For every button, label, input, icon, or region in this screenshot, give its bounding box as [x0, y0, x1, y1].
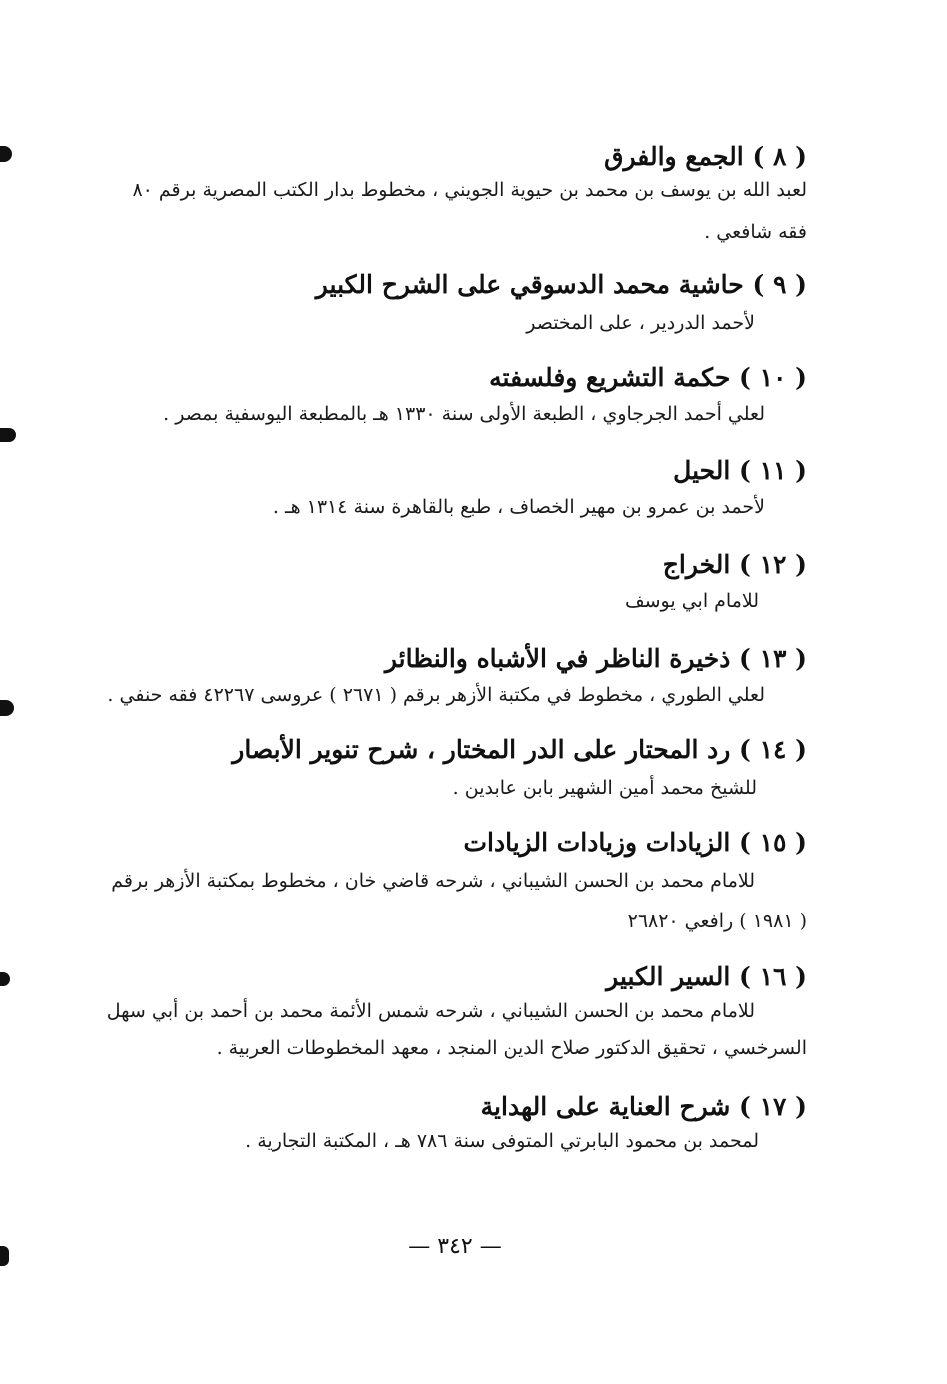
- entry-title: الجمع والفرق: [604, 142, 744, 171]
- entry-number: ( ١٤ ): [739, 735, 807, 764]
- bibliography-entry: [117, 361, 807, 436]
- entry-number: ( ١٦ ): [739, 962, 807, 991]
- bibliography-entry: [106, 960, 807, 1070]
- entry-description-line: لمحمد بن محمود البابرتي المتوفى سنة ٧٨٦ هـ ، المكتبة التجارية .: [245, 1130, 759, 1152]
- margin-mark-4: [0, 972, 10, 986]
- entry-title: الخراج: [662, 550, 731, 579]
- entry-number: ( ١٢ ): [739, 550, 807, 579]
- entry-description-line: لأحمد بن عمرو بن مهير الخصاف ، طبع بالقاهرة سنة ١٣١٤ هـ .: [272, 496, 765, 518]
- entry-heading: [673, 454, 807, 488]
- entry-description-line: لعلي أحمد الجرجاوي ، الطبعة الأولى سنة ١٣٣٠ هـ بالمطبعة اليوسفية بمصر .: [163, 403, 765, 425]
- entry-description-line: لعلي الطوري ، مخطوط في مكتبة الأزهر برقم ( ٢٦٧١ ) عروسى ٤٢٢٦٧ فقه حنفي .: [107, 684, 765, 706]
- entry-title: السير الكبير: [606, 962, 731, 991]
- entry-description-line: ( ١٩٨١ ) رافعي ٢٦٨٢٠: [627, 910, 807, 932]
- entry-title: ذخيرة الناظر في الأشباه والنظائر: [384, 644, 731, 673]
- entry-description-line: للامام ابي يوسف: [624, 590, 759, 612]
- entry-heading: [663, 548, 807, 582]
- entry-heading: [481, 1090, 807, 1124]
- entry-number: ( ١١ ): [739, 456, 807, 485]
- entry-description-line: للامام محمد بن الحسن الشيباني ، شرحه قاضي خان ، مخطوط بمكتبة الأزهر برقم: [111, 870, 755, 892]
- entry-heading: [604, 140, 807, 174]
- entry-heading: [606, 960, 807, 994]
- entry-heading: [489, 361, 807, 395]
- entry-description-line: لأحمد الدردير ، على المختصر: [526, 312, 755, 334]
- entry-description-line: فقه شافعي .: [704, 221, 807, 243]
- margin-mark-1: [0, 146, 12, 162]
- entry-title: الزيادات وزيادات الزيادات: [463, 828, 731, 857]
- entry-number: ( ٨ ): [752, 142, 807, 171]
- bibliography-entry: [107, 642, 807, 717]
- entry-number: ( ١٠ ): [739, 363, 807, 392]
- margin-mark-2: [0, 428, 16, 442]
- entry-description-line: السرخسي ، تحقيق الدكتور صلاح الدين المنجد ، معهد المخطوطات العربية .: [216, 1037, 807, 1059]
- bibliography-entry: [117, 454, 807, 529]
- entry-description-line: لعبد الله بن يوسف بن محمد بن حيوية الجويني ، مخطوط بدار الكتب المصرية برقم ٨٠: [132, 179, 807, 201]
- bibliography-entry: [117, 733, 807, 808]
- entry-heading: [385, 642, 807, 676]
- bibliography-entry: [111, 826, 807, 936]
- bibliography-entry: [117, 268, 807, 343]
- margin-mark-5: [0, 1246, 9, 1266]
- entry-description-line: للشيخ محمد أمين الشهير بابن عابدين .: [452, 777, 757, 799]
- bibliography-entry: [117, 140, 807, 250]
- entry-title: شرح العناية على الهداية: [480, 1092, 731, 1121]
- entry-title: حكمة التشريع وفلسفته: [489, 363, 731, 392]
- page-number: — ٣٤٢ —: [408, 1234, 502, 1259]
- entry-description-line: للامام محمد بن الحسن الشيباني ، شرحه شمس الأئمة محمد بن أحمد بن أبي سهل: [106, 1000, 755, 1022]
- bibliography-entry: [117, 548, 807, 623]
- entry-heading: [463, 826, 807, 860]
- entry-title: حاشية محمد الدسوقي على الشرح الكبير: [315, 270, 744, 299]
- entry-heading: [316, 268, 807, 302]
- entry-heading: [232, 733, 807, 767]
- entry-number: ( ١٧ ): [739, 1092, 807, 1121]
- margin-mark-3: [0, 700, 14, 716]
- entry-number: ( ٩ ): [752, 270, 807, 299]
- entry-title: رد المحتار على الدر المختار ، شرح تنوير الأبصار: [232, 735, 731, 764]
- entry-title: الحيل: [673, 456, 731, 485]
- bibliography-entry: [117, 1090, 807, 1165]
- entry-number: ( ١٣ ): [739, 644, 807, 673]
- entry-number: ( ١٥ ): [739, 828, 807, 857]
